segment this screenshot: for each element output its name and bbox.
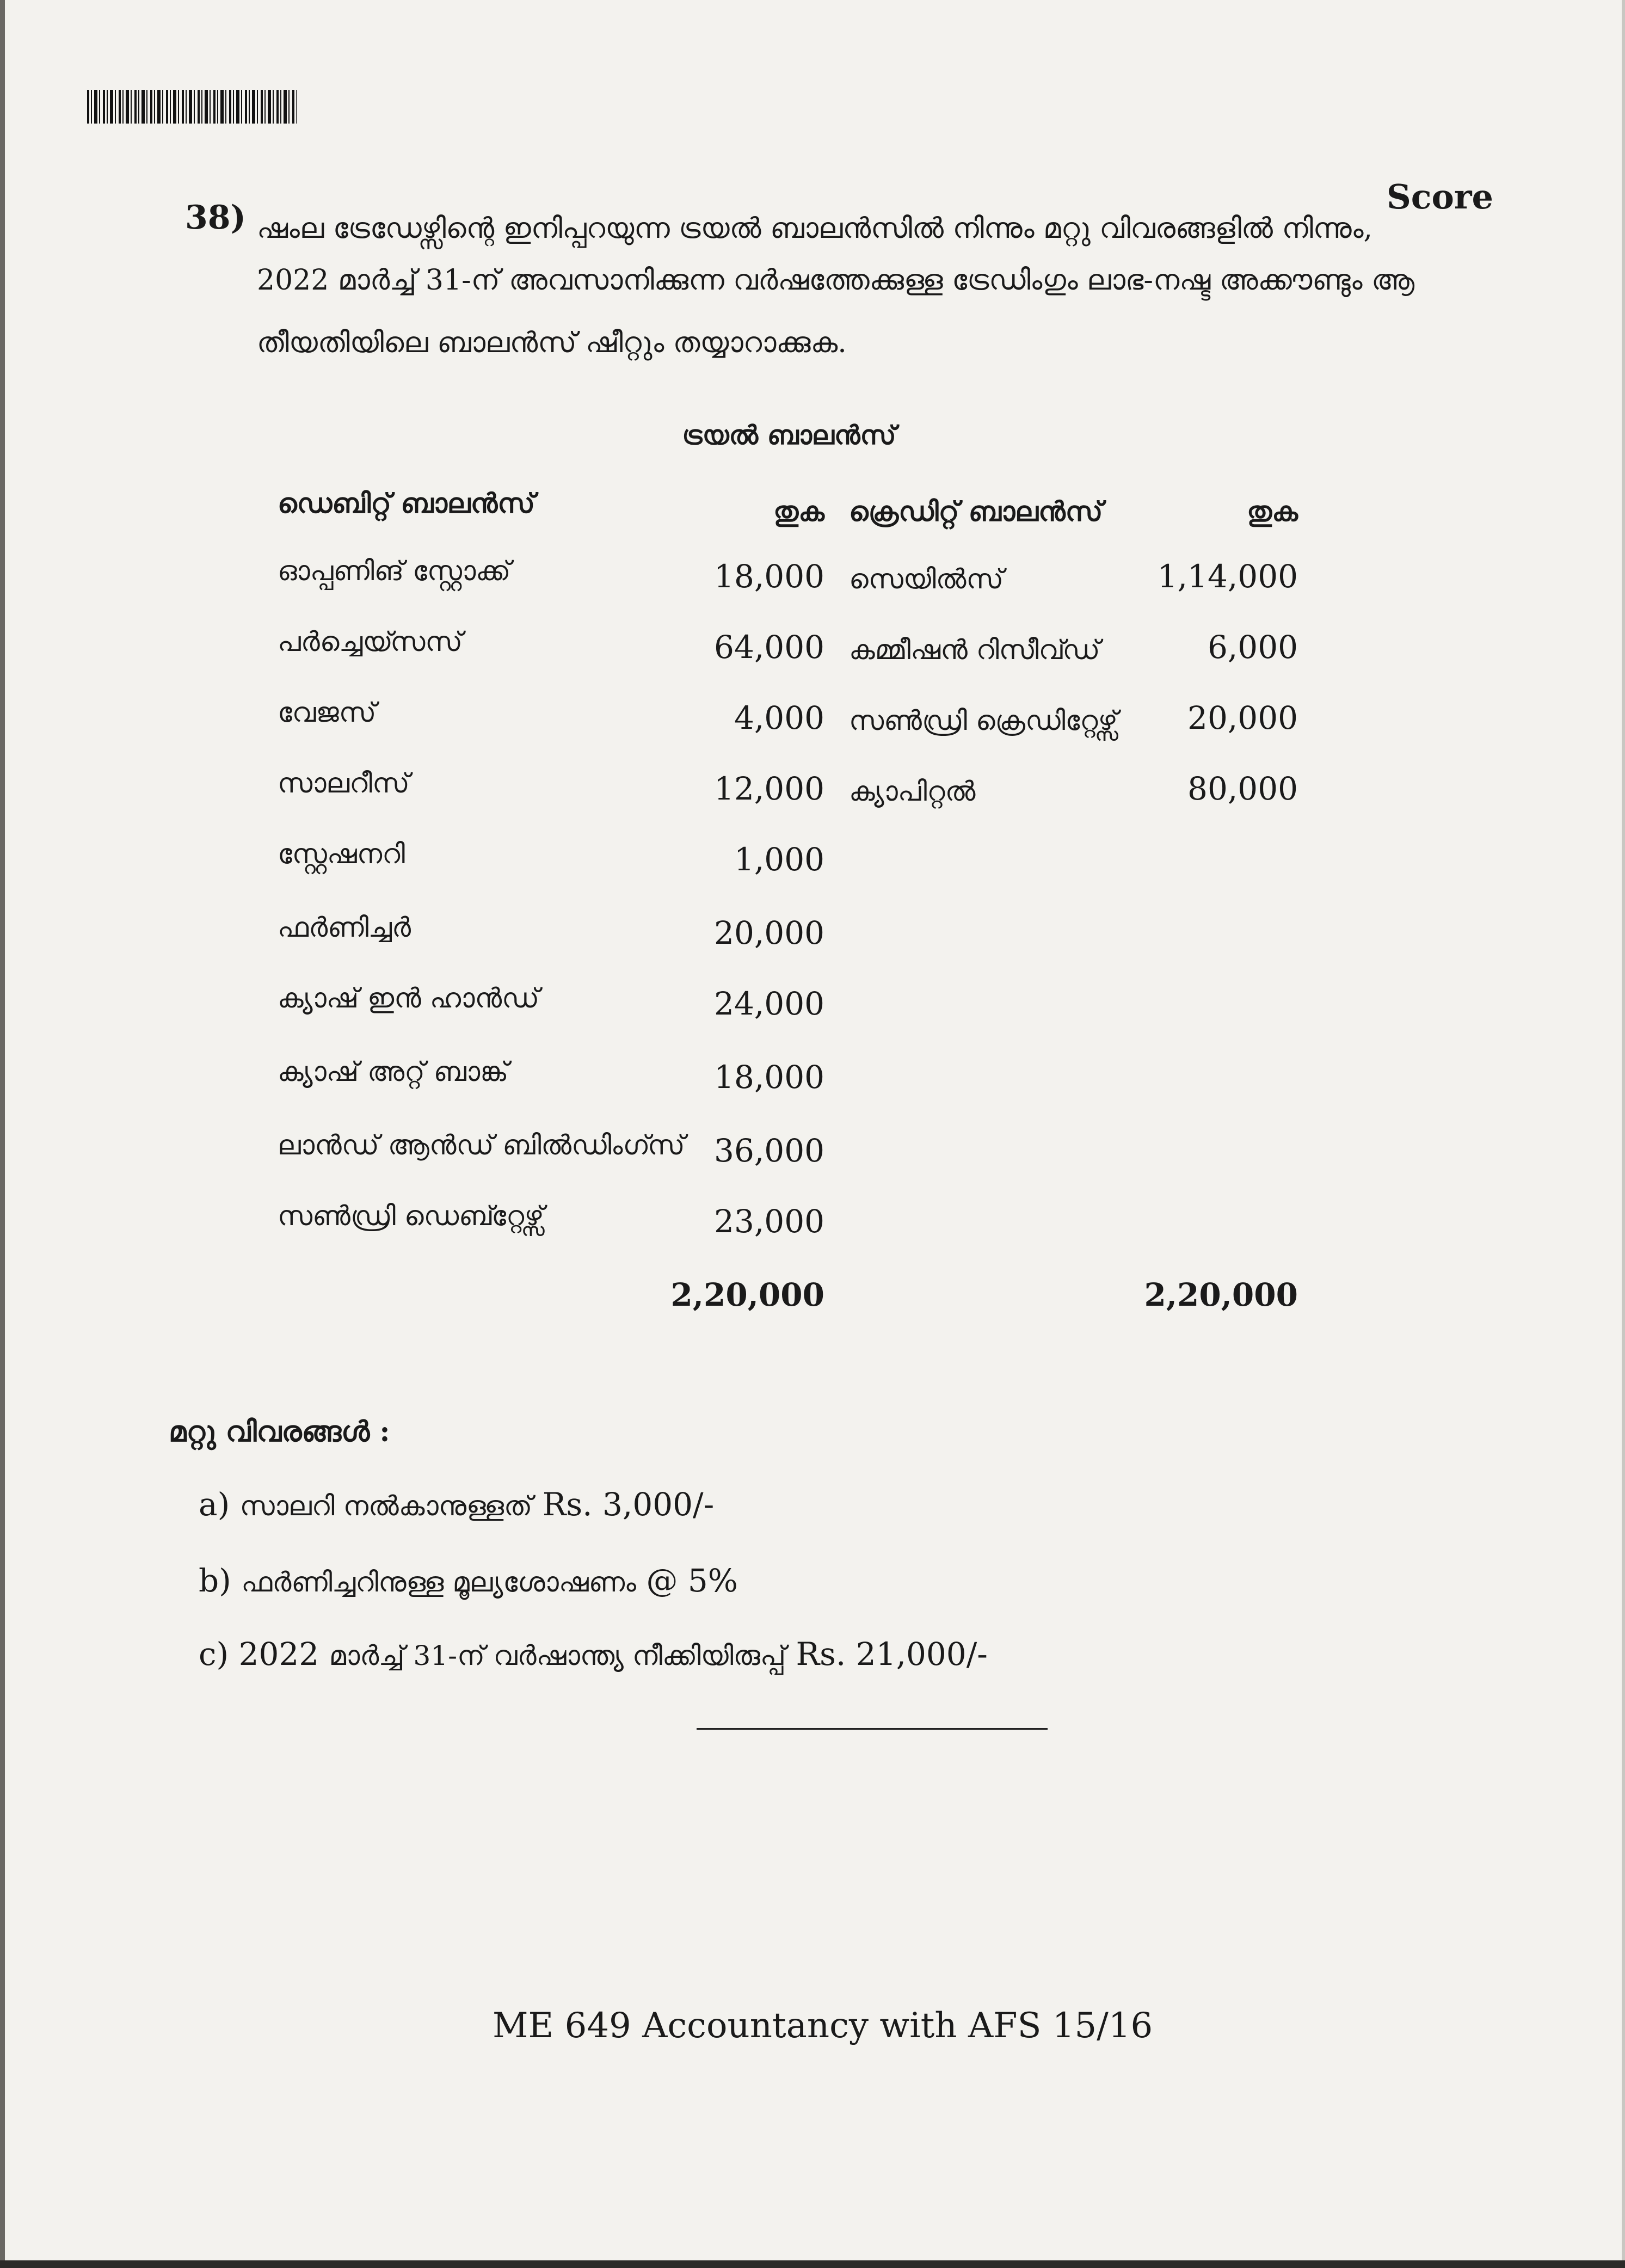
other-info-title: മറ്റു വിവരങ്ങൾ : (169, 1415, 390, 1448)
page-bottom-edge (0, 2260, 1625, 2268)
question-line-3: തീയതിയിലെ ബാലൻസ് ഷീറ്റും തയ്യാറാക്കുക. (257, 327, 847, 359)
credit-row-name: കമ്മീഷൻ റിസീവ്ഡ് (849, 634, 1100, 666)
debit-amount-header: തുക (773, 495, 824, 527)
barcode (87, 90, 297, 124)
debit-row-amount: 18,000 (714, 558, 824, 595)
adjustment-text: സാലറി നൽകാനുള്ളത് (239, 1490, 533, 1522)
credit-amount-header: തുക (1247, 495, 1298, 527)
page-left-edge (0, 0, 5, 2268)
credit-total: 2,20,000 (1144, 1276, 1298, 1313)
question-line-2: 2022 മാർച്ച് 31-ന് അവസാനിക്കുന്ന വർഷത്തേക്കുള്ള ട്രേഡിംഗും ലാഭ-നഷ്ട അക്കൗണ്ടും ആ (257, 264, 1415, 297)
debit-row-amount: 24,000 (714, 985, 824, 1022)
adjustment-b (199, 1562, 738, 1599)
debit-row-amount: 1,000 (734, 841, 824, 878)
adjustment-year: 2022 (238, 1636, 319, 1673)
credit-row-amount: 20,000 (1187, 699, 1298, 736)
debit-header: ഡെബിറ്റ് ബാലൻസ് (278, 487, 535, 519)
debit-row-name: ക്യാഷ് ഇൻ ഹാൻഡ് (278, 982, 540, 1014)
credit-header: ക്രെഡിറ്റ് ബാലൻസ് (849, 495, 1103, 527)
adjustment-value: Rs. 3,000/- (542, 1486, 715, 1523)
page-right-edge (1622, 0, 1625, 2268)
debit-row-amount: 4,000 (734, 699, 824, 736)
score-label: Score (1387, 177, 1493, 217)
trial-balance-title: ട്രയൽ ബാലൻസ് (682, 420, 896, 451)
debit-row-name: ഓപ്പണിങ് സ്റ്റോക്ക് (278, 555, 511, 587)
debit-row-amount: 36,000 (714, 1132, 824, 1169)
debit-row-amount: 12,000 (714, 770, 824, 807)
debit-row-name: വേജസ് (278, 697, 377, 728)
credit-row-name: സെയിൽസ് (849, 563, 1004, 595)
credit-row-name: സൺഡ്രി ക്രെഡിറ്റേഴ്സ് (849, 705, 1118, 736)
adjustment-text: ഫർണിച്ചറിനുള്ള മൂല്യശോഷണം (241, 1566, 636, 1598)
adjustment-c (199, 1636, 988, 1673)
debit-row-amount: 23,000 (714, 1203, 824, 1240)
debit-row-amount: 20,000 (714, 914, 824, 951)
debit-row-amount: 64,000 (714, 629, 824, 666)
debit-row-name: സൺഡ്രി ഡെബ്റ്റേഴ്സ് (278, 1200, 544, 1232)
debit-row-name: സ്റ്റേഷനറി (278, 838, 405, 870)
debit-row-name: ക്യാഷ് അറ്റ് ബാങ്ക് (278, 1056, 509, 1087)
debit-row-name: പർച്ചെയ്സസ് (278, 626, 463, 657)
adjustment-label: b) (199, 1562, 231, 1599)
debit-total: 2,20,000 (670, 1276, 824, 1313)
question-line-1: ഷംല ട്രേഡേഴ്സിന്റെ ഇനിപ്പറയുന്ന ട്രയൽ ബാലൻസിൽ നിന്നും മറ്റു വിവരങ്ങളിൽ നിന്നും, (257, 212, 1373, 245)
page-footer: ME 649 Accountancy with AFS 15/16 (493, 2006, 1153, 2046)
credit-row-amount: 80,000 (1187, 770, 1298, 807)
adjustment-value: @ 5% (646, 1562, 738, 1599)
debit-row-name: ലാൻഡ് ആൻഡ് ബിൽഡിംഗ്സ് (278, 1129, 685, 1161)
credit-row-name: ക്യാപിറ്റൽ (849, 776, 976, 807)
debit-row-name: ഫർണിച്ചർ (278, 912, 411, 943)
adjustment-a (199, 1486, 714, 1523)
adjustment-label: c) (199, 1636, 229, 1673)
debit-row-name: സാലറീസ് (278, 767, 410, 799)
credit-row-amount: 1,14,000 (1157, 558, 1298, 595)
question-number: 38) (185, 199, 246, 237)
credit-row-amount: 6,000 (1207, 629, 1298, 666)
adjustment-value: Rs. 21,000/- (796, 1636, 988, 1673)
adjustment-label: a) (199, 1486, 230, 1523)
adjustment-text: മാർച്ച് 31-ന് വർഷാന്ത്യ നീക്കിയിരുപ്പ് (329, 1640, 786, 1671)
end-rule (697, 1728, 1048, 1730)
debit-row-amount: 18,000 (714, 1059, 824, 1096)
